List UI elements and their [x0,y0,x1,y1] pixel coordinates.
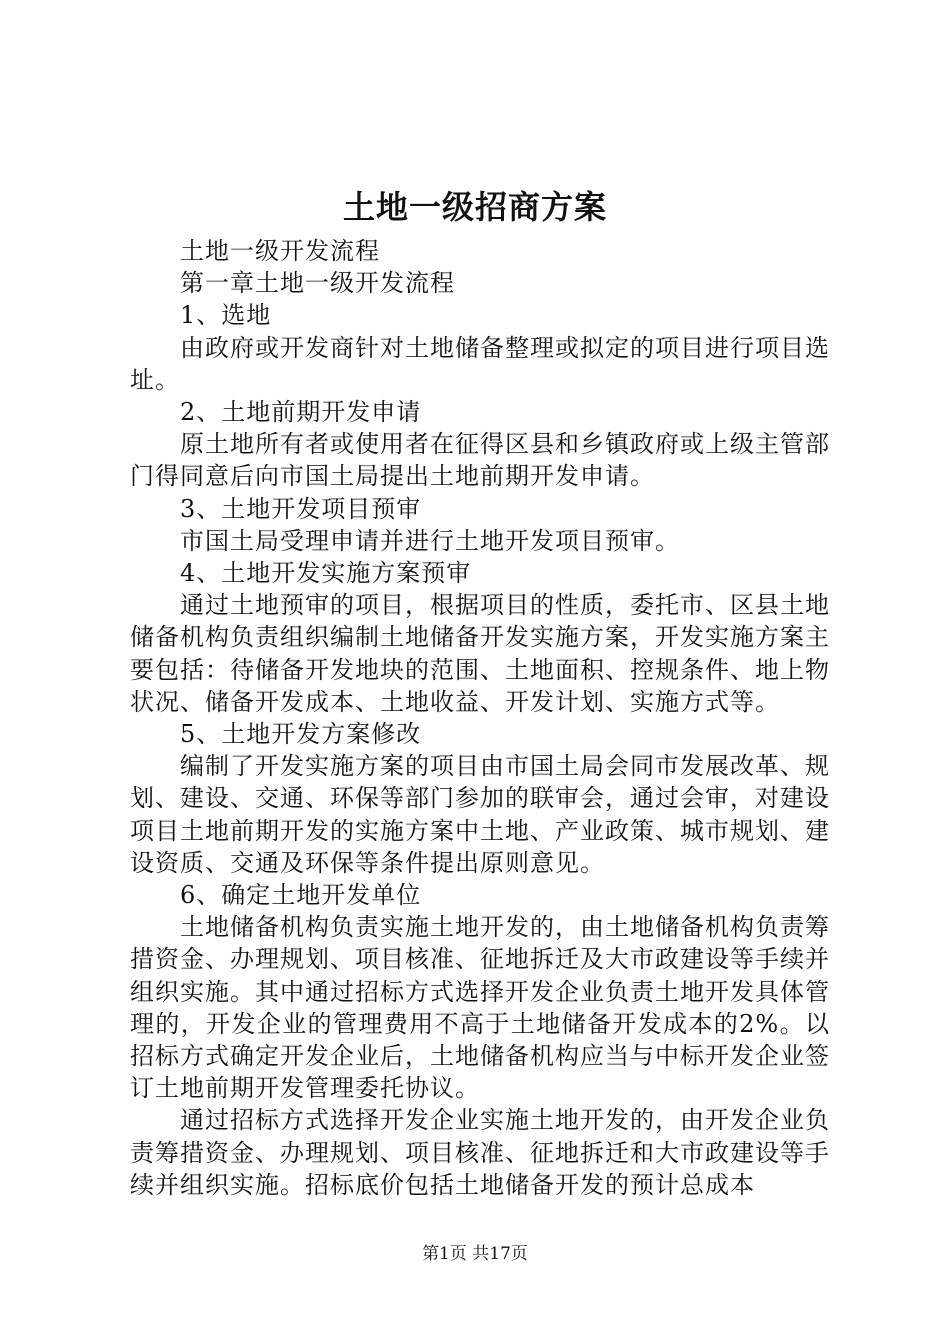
paragraph: 由政府或开发商针对土地储备整理或拟定的项目进行项目选址。 [130,333,830,394]
paragraph: 市国土局受理申请并进行土地开发项目预审。 [180,526,680,555]
paragraph: 通过土地预审的项目，根据项目的性质，委托市、区县土地储备机构负责组织编制土地储备开发实施方案，开发实施方案主要包括：待储备开发地块的范围、土地面积、控规条件、地上物状况、储备开发成本、土地收益、开发计划、实施方式等。 [130,591,830,716]
paragraph: 土地一级开发流程 [180,237,380,265]
section-heading: 5、土地开发方案修改 [180,720,422,749]
paragraph: 通过招标方式选择开发企业实施土地开发的，由开发企业负责筹措资金、办理规划、项目核准、征地拆迁和大市政建设等手续并组织实施。招标底价包括土地储备开发的预计总成本 [130,1106,830,1199]
paragraph: 土地储备机构负责实施土地开发的，由土地储备机构负责筹措资金、办理规划、项目核准、征地拆迁及大市政建设等手续并组织实施。其中通过招标方式选择开发企业负责土地开发具体管理的，开发企业的管理费用不高于土地储备开发成本的2%。以招标方式确定开发企业后，土地储备机构应当与中标开发企业签订土地前期开发管理委托协议。 [130,913,830,1103]
page-footer: 第1页 共17页 [422,1244,528,1264]
paragraph: 编制了开发实施方案的项目由市国土局会同市发展改革、规划、建设、交通、环保等部门参加的联审会，通过会审，对建设项目土地前期开发的实施方案中土地、产业政策、城市规划、建设资质、交通及环保等条件提出原则意见。 [130,752,830,877]
chapter-heading: 第一章土地一级开发流程 [180,269,455,298]
section-heading: 1、选地 [180,301,272,330]
section-heading: 6、确定土地开发单位 [180,881,422,910]
section-heading: 3、土地开发项目预审 [180,494,422,523]
section-heading: 2、土地前期开发申请 [180,398,422,427]
document-body [130,235,830,1201]
paragraph: 原土地所有者或使用者在征得区县和乡镇政府或上级主管部门得同意后向市国土局提出土地前期开发申请。 [130,430,830,491]
document-title: 土地一级招商方案 [342,188,607,226]
section-heading: 4、土地开发实施方案预审 [180,559,472,588]
